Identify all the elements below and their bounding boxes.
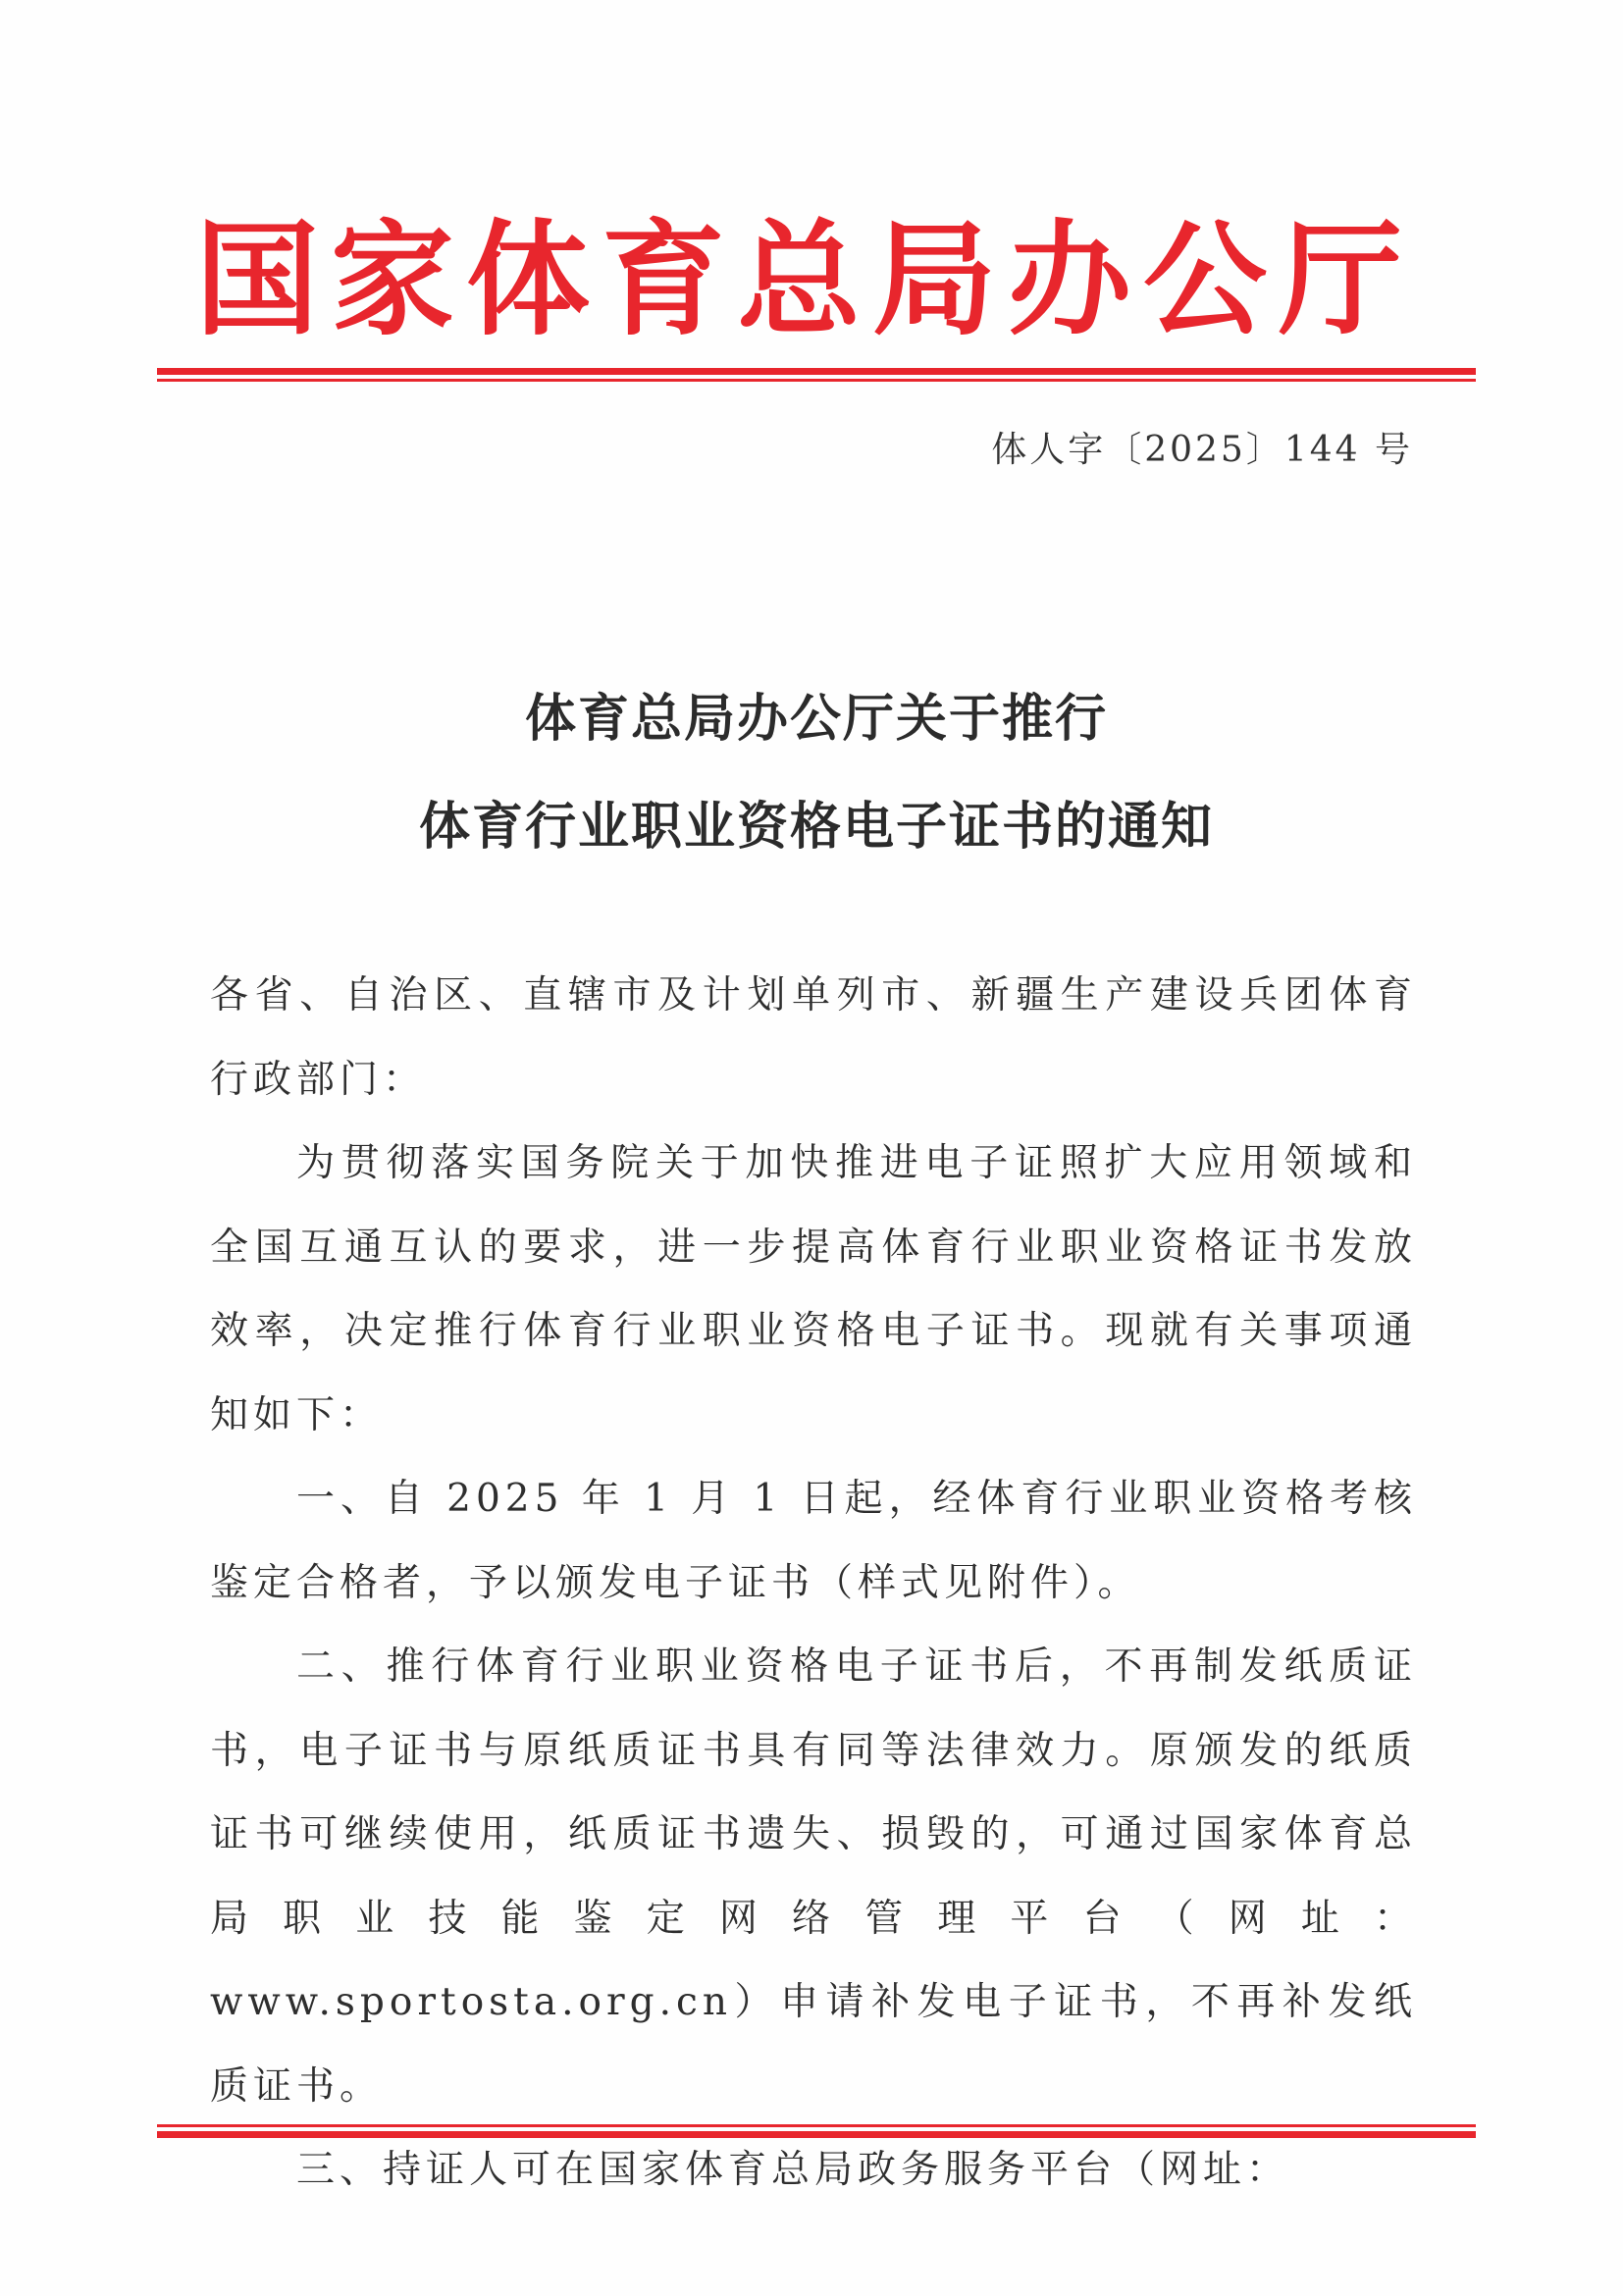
addressee: 各省、自治区、直辖市及计划单列市、新疆生产建设兵团体育行政部门： xyxy=(210,973,1417,1102)
masthead-red-rule xyxy=(157,368,1476,382)
red-rule-thin xyxy=(157,379,1476,382)
document-title-line-1: 体育总局办公厅关于推行 xyxy=(524,690,1108,749)
footer-red-rule xyxy=(157,2124,1476,2138)
body-paragraph-intro: 为贯彻落实国务院关于加快推进电子证照扩大应用领域和全国互通互认的要求，进一步提高体育行业职业资格证书发放效率，决定推行体育行业职业资格电子证书。现就有关事项通知如下： xyxy=(210,1141,1417,1437)
document-number: 体人字〔2025〕144 号 xyxy=(991,430,1413,470)
body-paragraph-item-3: 三、持证人可在国家体育总局政务服务平台（网址： xyxy=(296,2148,1290,2192)
body-paragraph-item-1: 一、自 2025 年 1 月 1 日起，经体育行业职业资格考核鉴定合格者，予以颁发电子证书（样式见附件）。 xyxy=(210,1477,1417,1605)
issuer-masthead: 国家体育总局办公厅 xyxy=(195,207,1414,352)
document-body xyxy=(210,954,1417,2213)
red-rule-thick xyxy=(157,368,1476,375)
body-paragraph-item-2: 二、推行体育行业职业资格电子证书后，不再制发纸质证书，电子证书与原纸质证书具有同等法律效力。原颁发的纸质证书可继续使用，纸质证书遗失、损毁的，可通过国家体育总局职业技能鉴定网络管理平台（网址：www.sportosta.org.cn）申请补发电子证书，不再补发纸质证书。 xyxy=(210,1644,1417,2109)
footer-rule-thin xyxy=(157,2124,1476,2127)
footer-rule-thick xyxy=(157,2131,1476,2138)
document-title-line-2: 体育行业职业资格电子证书的通知 xyxy=(418,798,1214,857)
